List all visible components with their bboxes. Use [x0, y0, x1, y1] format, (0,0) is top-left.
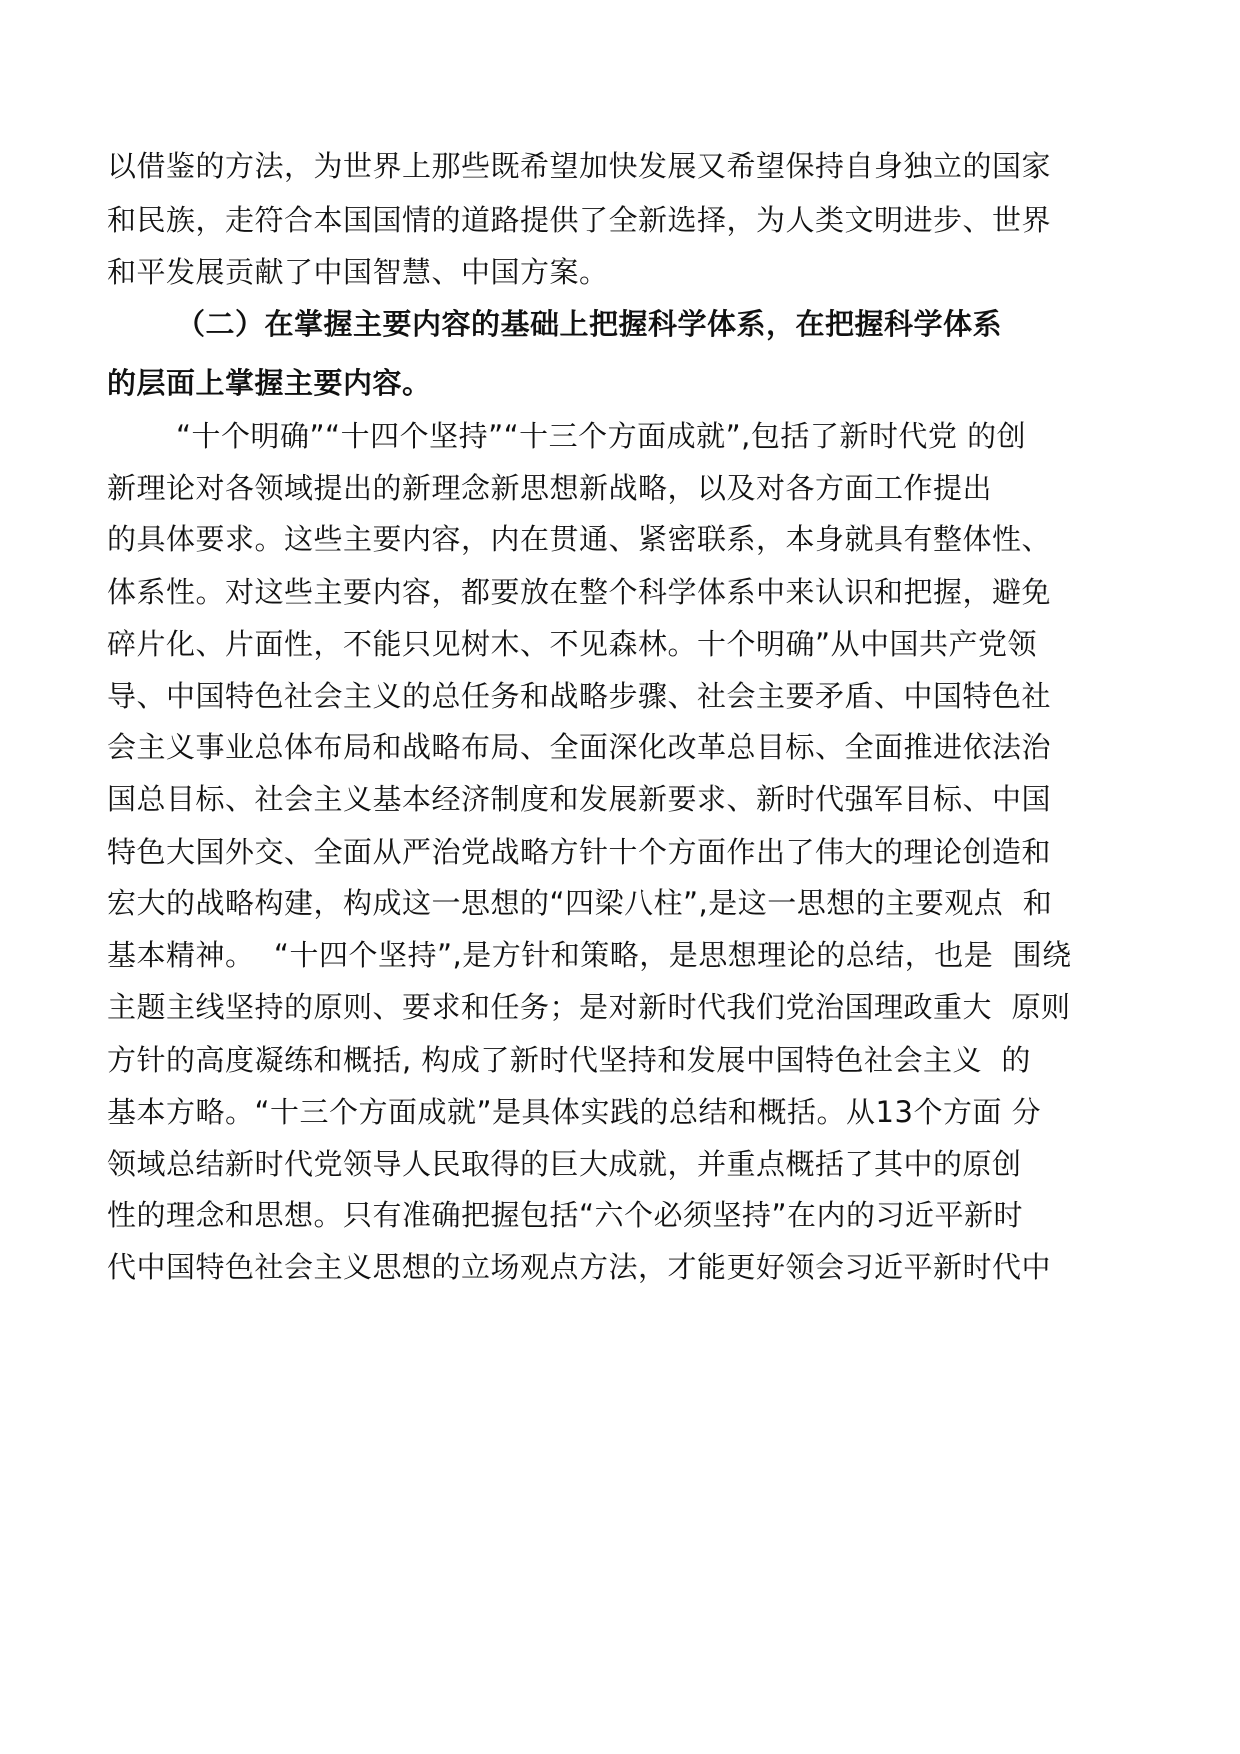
- text-line: 性的理念和思想。只有准确把握包括“六个必须坚持”在内的习近平新时: [107, 1198, 1024, 1232]
- text-line: 主题主线坚持的原则、要求和任务；是对新时代我们党治国理政重大 原则: [107, 990, 1071, 1024]
- text-line: 和平发展贡献了中国智慧、中国方案。: [107, 255, 609, 289]
- text-line: 会主义事业总体布局和战略布局、全面深化改革总目标、全面推进依法治: [107, 730, 1052, 764]
- text-line: 和民族，走符合本国国情的道路提供了全新选择，为人类文明进步、世界: [107, 203, 1052, 237]
- text-line: 基本精神。 “十四个坚持”,是方针和策略，是思想理论的总结，也是 围绕: [107, 938, 1072, 972]
- text-line: 宏大的战略构建，构成这一思想的“四梁八柱”,是这一思想的主要观点 和: [107, 886, 1053, 920]
- text-line: 的具体要求。这些主要内容，内在贯通、紧密联系，本身就具有整体性、: [107, 522, 1052, 556]
- text-line: 新理论对各领域提出的新理念新思想新战略，以及对各方面工作提出: [107, 471, 993, 505]
- text-line: 特色大国外交、全面从严治党战略方针十个方面作出了伟大的理论创造和: [107, 835, 1052, 869]
- section-heading: （二）在掌握主要内容的基础上把握科学体系，在把握科学体系: [176, 307, 1003, 341]
- text-line: “十个明确”“十四个坚持”“十三个方面成就”,包括了新时代党 的创: [176, 419, 1027, 453]
- text-line: 代中国特色社会主义思想的立场观点方法，才能更好领会习近平新时代中: [107, 1250, 1052, 1284]
- text-line: 导、中国特色社会主义的总任务和战略步骤、社会主要矛盾、中国特色社: [107, 679, 1052, 713]
- text-line: 基本方略。“十三个方面成就”是具体实践的总结和概括。从13个方面 分: [107, 1095, 1042, 1129]
- section-heading-continued: 的层面上掌握主要内容。: [107, 366, 432, 400]
- text-line: 领域总结新时代党领导人民取得的巨大成就，并重点概括了其中的原创: [107, 1147, 1022, 1181]
- text-line: 方针的高度凝练和概括, 构成了新时代坚持和发展中国特色社会主义 的: [107, 1043, 1031, 1077]
- text-line: 体系性。对这些主要内容，都要放在整个科学体系中来认识和把握，避免: [107, 575, 1052, 609]
- text-line: 国总目标、社会主义基本经济制度和发展新要求、新时代强军目标、中国: [107, 782, 1052, 816]
- text-line: 以借鉴的方法，为世界上那些既希望加快发展又希望保持自身独立的国家: [107, 149, 1052, 183]
- text-line: 碎片化、片面性，不能只见树木、不见森林。十个明确”从中国共产党领: [107, 627, 1038, 661]
